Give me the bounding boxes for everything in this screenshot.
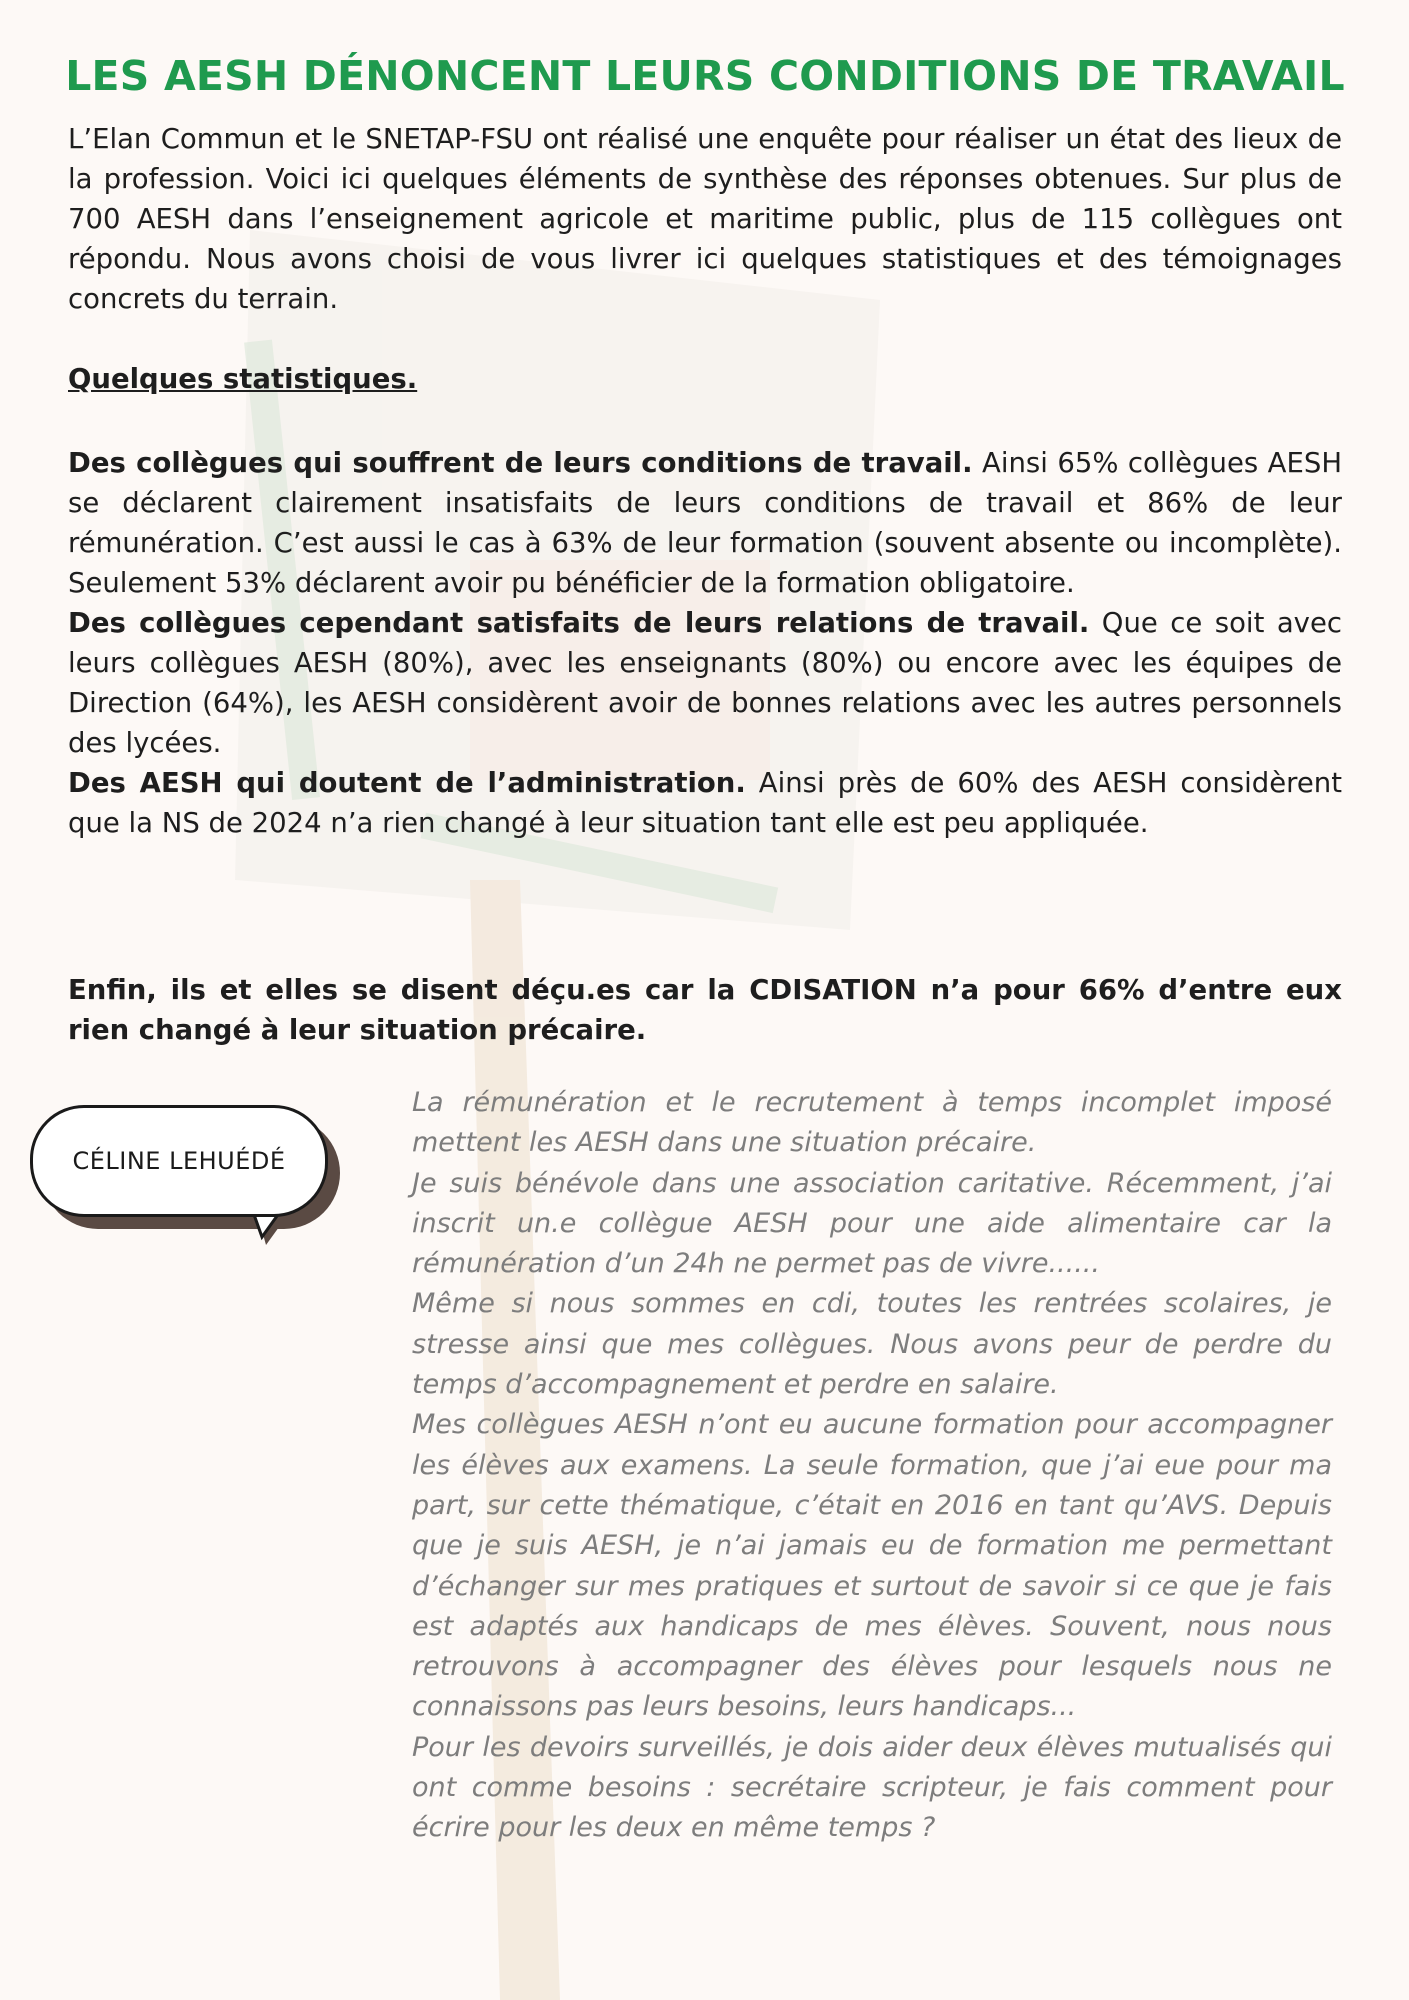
stat-text: Ainsi 65% collègues AESH se déclarent clairement insatisfaits de leurs conditions de travail et 86% de leur rémunération. C’est aussi le cas à 63% de leur formation (souvent absente ou incomplète). Seulement 53% déclarent avoir pu bénéficier de la formation obligatoire. bbox=[68, 447, 1342, 599]
stat-paragraph bbox=[68, 443, 1342, 603]
intro-paragraph: L’Elan Commun et le SNETAP-FSU ont réalisé une enquête pour réaliser un état des lieux de la profession. Voici ici quelques éléments de synthèse des réponses obtenues. Sur plus de 700 AESH dans l’enseignement agricole et maritime public, plus de 115 collègues ont répondu. Nous avons choisi de vous livrer ici quelques statistiques et des témoignages concrets du terrain. bbox=[68, 123, 1342, 315]
stat-lead: Des collègues cependant satisfaits de leurs relations de travail. bbox=[68, 607, 1090, 639]
testimony-paragraph: Même si nous sommes en cdi, toutes les rentrées scolaires, je stresse ainsi que mes collègues. Nous avons peur de perdre du temps d’accompagnement et perdre en salaire. bbox=[412, 1288, 1332, 1401]
stat-text: Que ce soit avec leurs collègues AESH (80%), avec les enseignants (80%) ou encore avec les équipes de Direction (64%), les AESH considèrent avoir de bonnes relations avec les autres personnels des lycées. bbox=[68, 607, 1342, 759]
testimony-paragraph: Je suis bénévole dans une association caritative. Récemment, j’ai inscrit un.e collègue AESH pour une aide alimentaire car la rémunération d’un 24h ne permet pas de vivre...... bbox=[412, 1167, 1332, 1280]
testimony-paragraph: Mes collègues AESH n’ont eu aucune formation pour accompagner les élèves aux examens. La seule formation, que j’ai eue pour ma part, sur cette thématique, c’était en 2016 en tant qu’AVS. Depuis que je suis AESH, je n’ai jamais eu de formation me permettant d’échanger sur mes pratiques et surtout de savoir si ce que je fais est adaptés aux handicaps de mes élèves. Souvent, nous nous retrouvons à accompagner des élèves pour lesquels nous ne connaissons pas leurs besoins, leurs handicaps... bbox=[412, 1409, 1332, 1723]
stats-heading: Quelques statistiques. bbox=[68, 363, 418, 395]
testimony-paragraph: Pour les devoirs surveillés, je dois aider deux élèves mutualisés qui ont comme besoins : secrétaire scripteur, je fais comment pour écrire pour les deux en même temps ? bbox=[412, 1731, 1332, 1844]
stat-lead: Des collègues qui souffrent de leurs conditions de travail. bbox=[68, 447, 973, 479]
author-speech-bubble bbox=[30, 1105, 360, 1245]
stat-paragraph bbox=[68, 763, 1342, 843]
stat-text: Ainsi près de 60% des AESH considèrent que la NS de 2024 n’a rien changé à leur situation tant elle est peu appliquée. bbox=[68, 767, 1342, 839]
testimony-text bbox=[412, 1083, 1332, 1849]
testimony-author: CÉLINE LEHUÉDÉ bbox=[72, 1147, 286, 1175]
stats-section bbox=[68, 443, 1342, 843]
bubble-body bbox=[30, 1105, 328, 1217]
stat-paragraph bbox=[68, 603, 1342, 763]
testimony-paragraph: La rémunération et le recrutement à temps incomplet imposé mettent les AESH dans une situation précaire. bbox=[412, 1087, 1332, 1159]
page-title: LES AESH DÉNONCENT LEURS CONDITIONS DE TRAVAIL bbox=[65, 52, 1345, 100]
stat-lead: Des AESH qui doutent de l’administration. bbox=[68, 767, 746, 799]
conclusion-paragraph: Enfin, ils et elles se disent déçu.es car la CDISATION n’a pour 66% d’entre eux rien changé à leur situation précaire. bbox=[68, 974, 1342, 1046]
